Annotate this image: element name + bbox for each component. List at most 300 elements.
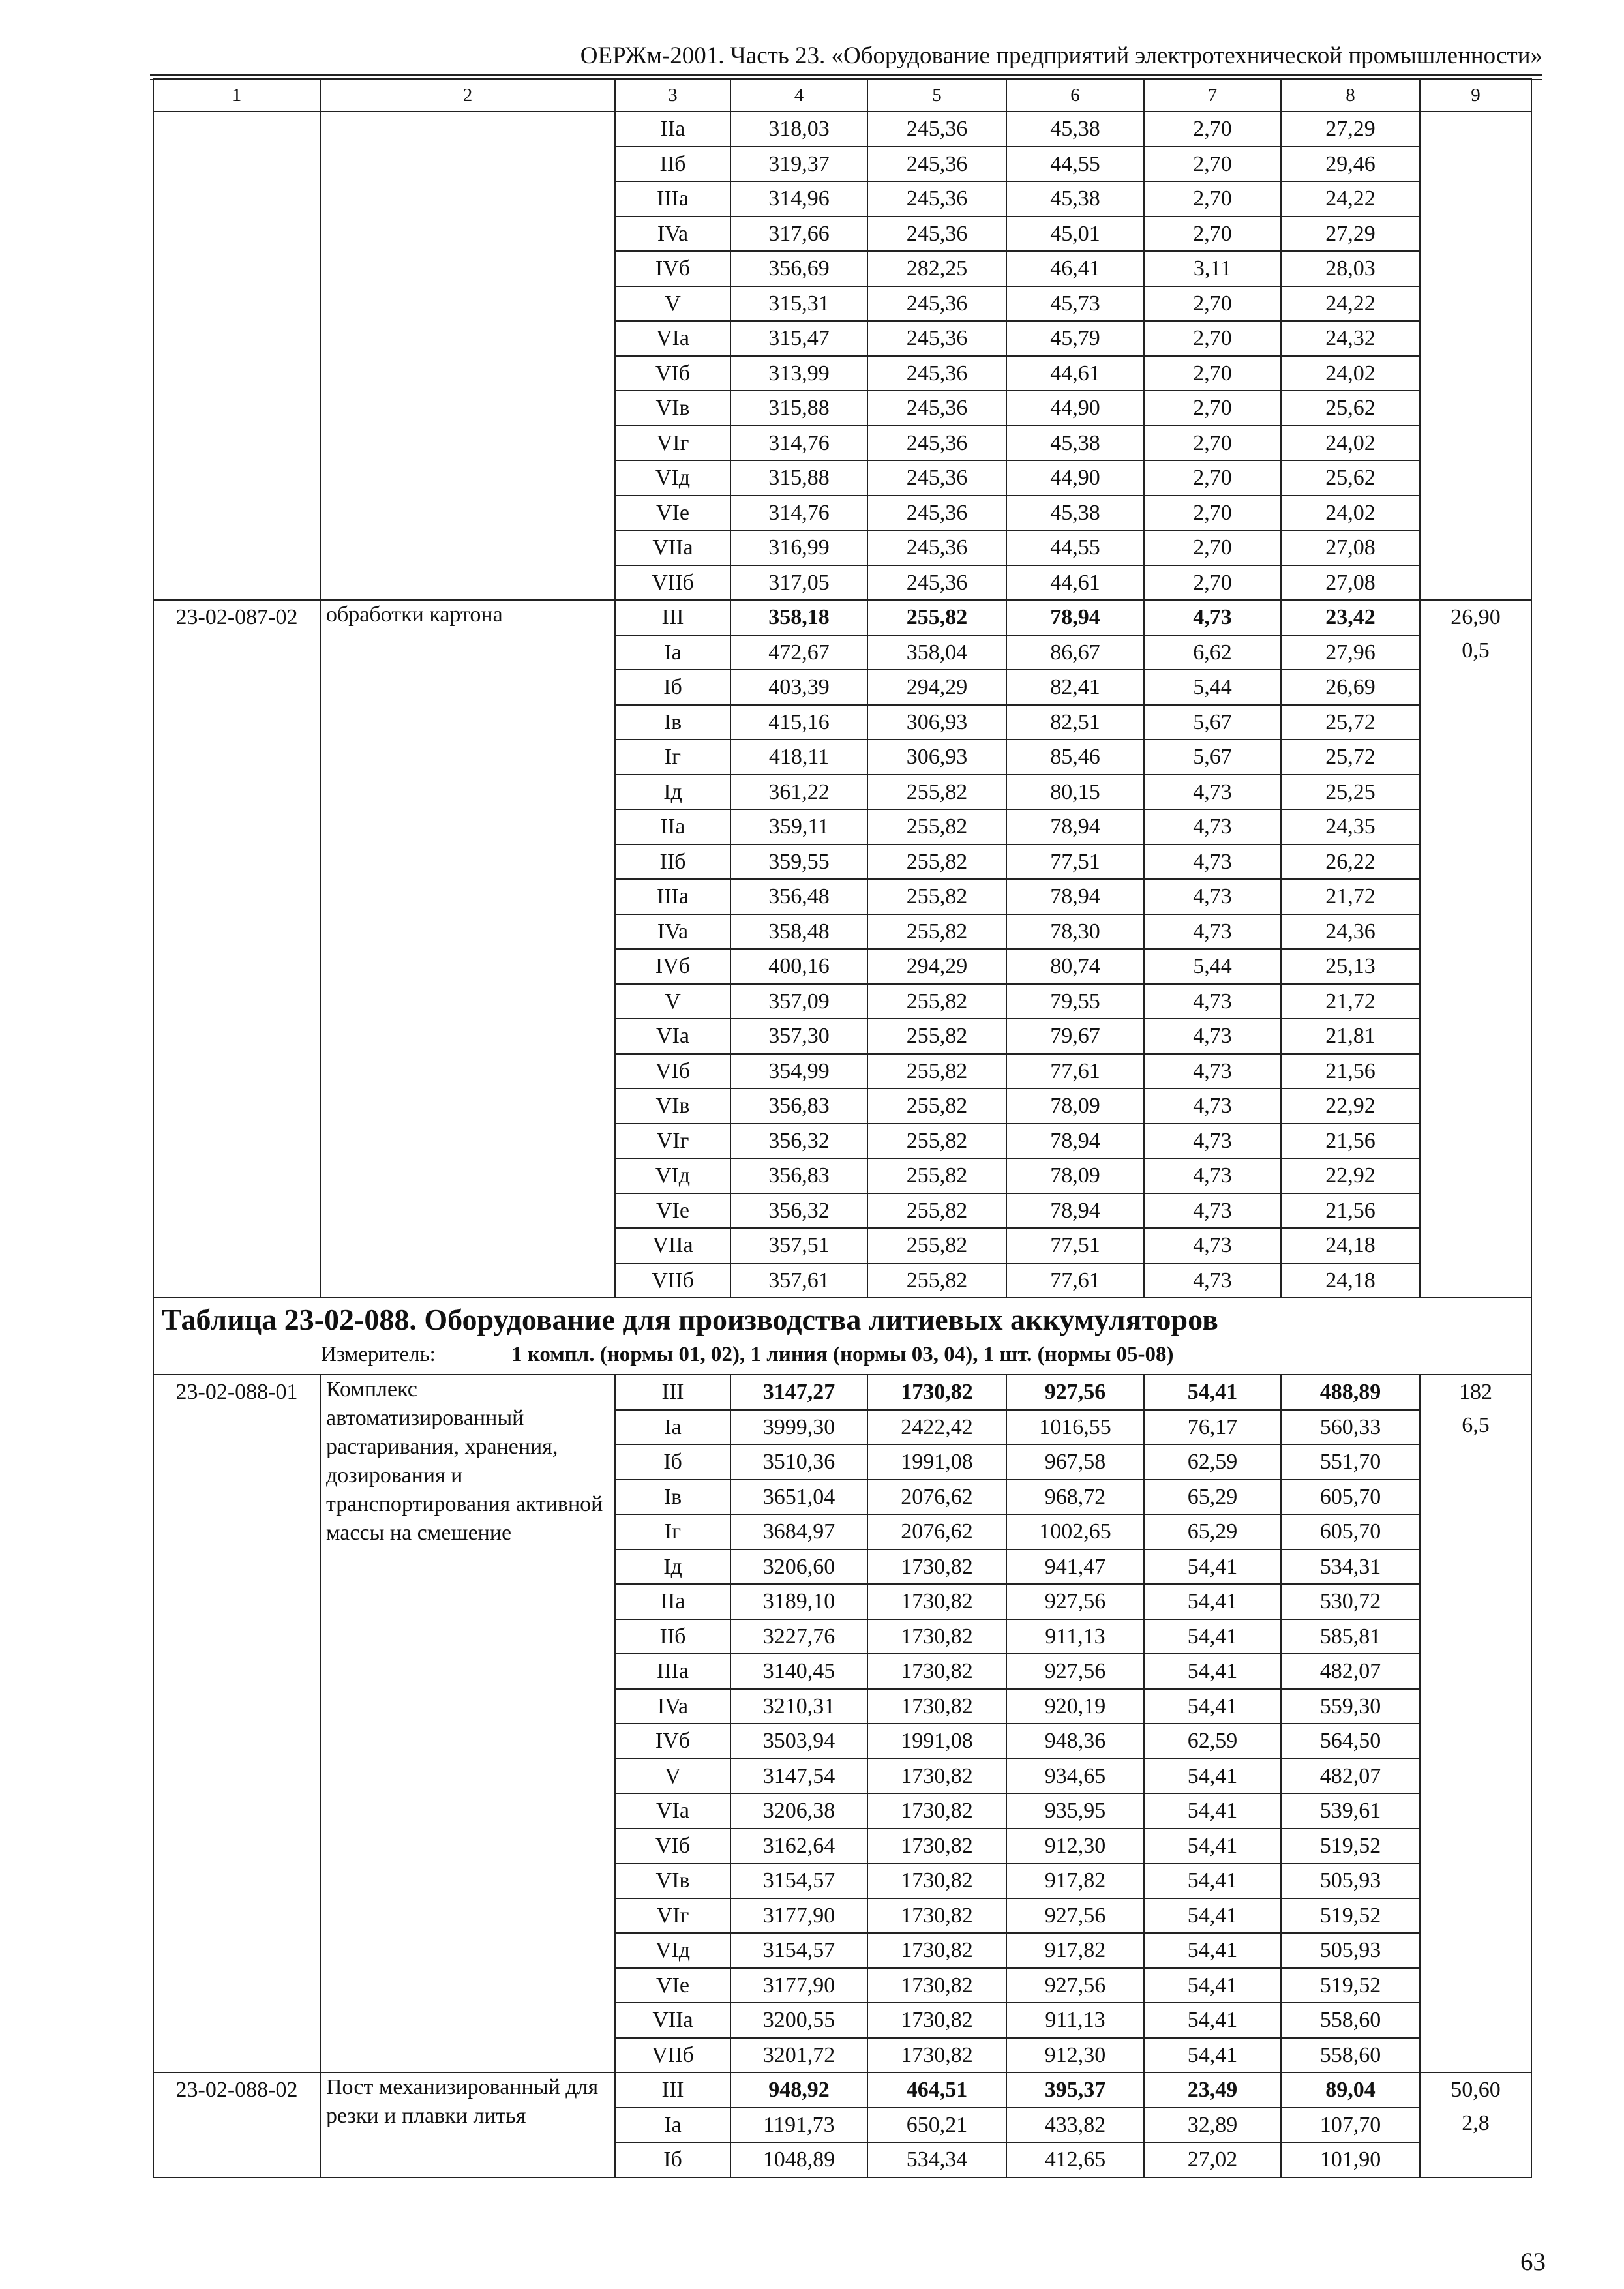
value-cell: 4,73: [1144, 1263, 1281, 1298]
running-header: ОЕРЖм-2001. Часть 23. «Оборудование предприятий электротехнической промышленности»: [580, 42, 1542, 69]
value-cell: 29,46: [1281, 147, 1420, 182]
value-cell: 44,55: [1006, 530, 1144, 565]
value-cell: 62,59: [1144, 1444, 1281, 1480]
value-cell: 5,44: [1144, 670, 1281, 705]
value-cell: 3177,90: [730, 1968, 867, 2003]
value-cell: 245,36: [867, 112, 1006, 147]
value-cell: 1002,65: [1006, 1514, 1144, 1549]
value-cell: 255,82: [867, 845, 1006, 880]
value-cell: 1730,82: [867, 1584, 1006, 1619]
value-cell: 54,41: [1144, 1619, 1281, 1654]
norm-name: [320, 112, 615, 600]
column-number: 5: [867, 79, 1006, 112]
zone-cell: IIIa: [615, 879, 730, 914]
value-cell: 54,41: [1144, 1933, 1281, 1968]
value-cell: 245,36: [867, 356, 1006, 391]
norm-code: 23-02-087-02: [153, 600, 320, 1298]
zone-cell: VIe: [615, 496, 730, 531]
value-cell: 255,82: [867, 1054, 1006, 1089]
zone-cell: Ia: [615, 2108, 730, 2143]
value-cell: 54,41: [1144, 1549, 1281, 1585]
value-cell: 911,13: [1006, 2003, 1144, 2038]
value-cell: 5,67: [1144, 740, 1281, 775]
value-cell: 44,61: [1006, 565, 1144, 601]
zone-cell: VIб: [615, 1829, 730, 1864]
value-cell: 1730,82: [867, 1689, 1006, 1724]
value-cell: 45,38: [1006, 112, 1144, 147]
value-cell: 2,70: [1144, 565, 1281, 601]
value-cell: 403,39: [730, 670, 867, 705]
value-cell: 558,60: [1281, 2003, 1420, 2038]
value-cell: 77,61: [1006, 1054, 1144, 1089]
value-cell: 24,02: [1281, 356, 1420, 391]
norm-code: 23-02-088-01: [153, 1375, 320, 2072]
value-cell: 245,36: [867, 496, 1006, 531]
value-cell: 3147,27: [730, 1375, 867, 1410]
value-cell: 519,52: [1281, 1968, 1420, 2003]
value-cell: 1730,82: [867, 2003, 1006, 2038]
value-cell: 3503,94: [730, 1724, 867, 1759]
value-cell: 44,90: [1006, 460, 1144, 496]
zone-cell: V: [615, 984, 730, 1019]
column-number: 1: [153, 79, 320, 112]
zone-cell: VIIa: [615, 2003, 730, 2038]
zone-cell: Iб: [615, 1444, 730, 1480]
col9-cell: [1420, 112, 1531, 600]
value-cell: 2,70: [1144, 112, 1281, 147]
value-cell: 76,17: [1144, 1410, 1281, 1445]
value-cell: 54,41: [1144, 1759, 1281, 1794]
column-number: 4: [730, 79, 867, 112]
value-cell: 245,36: [867, 217, 1006, 252]
value-cell: 82,51: [1006, 705, 1144, 740]
col9-value: 2,8: [1462, 2111, 1490, 2135]
value-cell: 23,42: [1281, 600, 1420, 635]
value-cell: 245,36: [867, 460, 1006, 496]
value-cell: 316,99: [730, 530, 867, 565]
measure-line: [162, 1340, 1531, 1369]
zone-cell: IIб: [615, 845, 730, 880]
value-cell: 1191,73: [730, 2108, 867, 2143]
value-cell: 78,94: [1006, 809, 1144, 845]
value-cell: 22,92: [1281, 1158, 1420, 1193]
column-number: 8: [1281, 79, 1420, 112]
value-cell: 359,55: [730, 845, 867, 880]
value-cell: 2422,42: [867, 1410, 1006, 1445]
measure-value: 1 компл. (нормы 01, 02), 1 линия (нормы 03, 04), 1 шт. (нормы 05-08): [511, 1343, 1174, 1366]
value-cell: 1730,82: [867, 1375, 1006, 1410]
value-cell: 356,83: [730, 1088, 867, 1124]
value-cell: 1730,82: [867, 1654, 1006, 1689]
value-cell: 24,32: [1281, 321, 1420, 356]
zone-cell: VIIб: [615, 565, 730, 601]
value-cell: 32,89: [1144, 2108, 1281, 2143]
zone-cell: VIIa: [615, 1228, 730, 1263]
value-cell: 361,22: [730, 775, 867, 810]
value-cell: 3210,31: [730, 1689, 867, 1724]
zone-cell: IVa: [615, 914, 730, 950]
value-cell: 927,56: [1006, 1654, 1144, 1689]
col9-value: 0,5: [1462, 638, 1490, 663]
zone-cell: Iб: [615, 670, 730, 705]
value-cell: 3227,76: [730, 1619, 867, 1654]
value-cell: 27,96: [1281, 635, 1420, 670]
value-cell: 1730,82: [867, 1898, 1006, 1934]
value-cell: 294,29: [867, 670, 1006, 705]
value-cell: 2,70: [1144, 460, 1281, 496]
value-cell: 415,16: [730, 705, 867, 740]
value-cell: 79,55: [1006, 984, 1144, 1019]
value-cell: 3140,45: [730, 1654, 867, 1689]
value-cell: 560,33: [1281, 1410, 1420, 1445]
value-cell: 2,70: [1144, 356, 1281, 391]
value-cell: 27,29: [1281, 217, 1420, 252]
value-cell: 927,56: [1006, 1584, 1144, 1619]
value-cell: 54,41: [1144, 1584, 1281, 1619]
value-cell: 77,51: [1006, 1228, 1144, 1263]
value-cell: 3154,57: [730, 1933, 867, 1968]
value-cell: 314,76: [730, 426, 867, 461]
column-number: 2: [320, 79, 615, 112]
value-cell: 255,82: [867, 1158, 1006, 1193]
value-cell: 82,41: [1006, 670, 1144, 705]
value-cell: 2,70: [1144, 530, 1281, 565]
value-cell: 3510,36: [730, 1444, 867, 1480]
value-cell: 912,30: [1006, 1829, 1144, 1864]
zone-cell: VIe: [615, 1968, 730, 2003]
zone-cell: Iд: [615, 1549, 730, 1585]
value-cell: 245,36: [867, 181, 1006, 217]
value-cell: 2,70: [1144, 286, 1281, 322]
value-cell: 315,47: [730, 321, 867, 356]
value-cell: 21,56: [1281, 1054, 1420, 1089]
value-cell: 5,44: [1144, 949, 1281, 984]
value-cell: 21,72: [1281, 879, 1420, 914]
table-row: [153, 2072, 1531, 2108]
value-cell: 3651,04: [730, 1480, 867, 1515]
zone-cell: IVб: [615, 949, 730, 984]
value-cell: 482,07: [1281, 1759, 1420, 1794]
value-cell: 255,82: [867, 809, 1006, 845]
value-cell: 24,22: [1281, 181, 1420, 217]
value-cell: 354,99: [730, 1054, 867, 1089]
value-cell: 530,72: [1281, 1584, 1420, 1619]
value-cell: 245,36: [867, 286, 1006, 322]
col9-value: 182: [1459, 1380, 1492, 1404]
value-cell: 245,36: [867, 321, 1006, 356]
value-cell: 78,94: [1006, 879, 1144, 914]
value-cell: 45,38: [1006, 181, 1144, 217]
value-cell: 22,92: [1281, 1088, 1420, 1124]
value-cell: 4,73: [1144, 809, 1281, 845]
value-cell: 2,70: [1144, 426, 1281, 461]
value-cell: 54,41: [1144, 1654, 1281, 1689]
column-number: 9: [1420, 79, 1531, 112]
value-cell: 255,82: [867, 1124, 1006, 1159]
value-cell: 44,55: [1006, 147, 1144, 182]
value-cell: 968,72: [1006, 1480, 1144, 1515]
header-rule: [150, 74, 1542, 76]
value-cell: 605,70: [1281, 1514, 1420, 1549]
value-cell: 927,56: [1006, 1968, 1144, 2003]
value-cell: 315,88: [730, 460, 867, 496]
value-cell: 3200,55: [730, 2003, 867, 2038]
value-cell: 25,62: [1281, 391, 1420, 426]
value-cell: 24,18: [1281, 1263, 1420, 1298]
value-cell: 21,56: [1281, 1124, 1420, 1159]
value-cell: 45,01: [1006, 217, 1144, 252]
value-cell: 927,56: [1006, 1898, 1144, 1934]
value-cell: 25,72: [1281, 740, 1420, 775]
value-cell: 3201,72: [730, 2038, 867, 2073]
column-number-row: [153, 79, 1531, 112]
value-cell: 62,59: [1144, 1724, 1281, 1759]
value-cell: 306,93: [867, 740, 1006, 775]
value-cell: 21,56: [1281, 1193, 1420, 1229]
value-cell: 3206,38: [730, 1793, 867, 1829]
value-cell: 44,61: [1006, 356, 1144, 391]
zone-cell: VIб: [615, 356, 730, 391]
zone-cell: IIIa: [615, 181, 730, 217]
value-cell: 54,41: [1144, 2003, 1281, 2038]
value-cell: 6,62: [1144, 635, 1281, 670]
value-cell: 1730,82: [867, 1619, 1006, 1654]
value-cell: 245,36: [867, 426, 1006, 461]
value-cell: 1991,08: [867, 1444, 1006, 1480]
column-number: 3: [615, 79, 730, 112]
zone-cell: IIб: [615, 147, 730, 182]
value-cell: 4,73: [1144, 914, 1281, 950]
table-row: [153, 112, 1531, 147]
value-cell: 3684,97: [730, 1514, 867, 1549]
value-cell: 2,70: [1144, 181, 1281, 217]
value-cell: 54,41: [1144, 1689, 1281, 1724]
value-cell: 2076,62: [867, 1514, 1006, 1549]
value-cell: 1730,82: [867, 1829, 1006, 1864]
value-cell: 1991,08: [867, 1724, 1006, 1759]
zone-cell: IVa: [615, 1689, 730, 1724]
value-cell: 24,18: [1281, 1228, 1420, 1263]
value-cell: 54,41: [1144, 1863, 1281, 1898]
value-cell: 357,61: [730, 1263, 867, 1298]
value-cell: 319,37: [730, 147, 867, 182]
value-cell: 358,04: [867, 635, 1006, 670]
zone-cell: Iд: [615, 775, 730, 810]
value-cell: 418,11: [730, 740, 867, 775]
value-cell: 23,49: [1144, 2072, 1281, 2108]
value-cell: 912,30: [1006, 2038, 1144, 2073]
value-cell: 255,82: [867, 1263, 1006, 1298]
value-cell: 948,36: [1006, 1724, 1144, 1759]
value-cell: 21,72: [1281, 984, 1420, 1019]
value-cell: 54,41: [1144, 1375, 1281, 1410]
zone-cell: IIa: [615, 809, 730, 845]
zone-cell: Ia: [615, 1410, 730, 1445]
value-cell: 585,81: [1281, 1619, 1420, 1654]
value-cell: 4,73: [1144, 845, 1281, 880]
value-cell: 488,89: [1281, 1375, 1420, 1410]
value-cell: 255,82: [867, 1228, 1006, 1263]
value-cell: 65,29: [1144, 1514, 1281, 1549]
zone-cell: Iг: [615, 740, 730, 775]
value-cell: 464,51: [867, 2072, 1006, 2108]
zone-cell: III: [615, 600, 730, 635]
value-cell: 54,41: [1144, 1898, 1281, 1934]
value-cell: 3999,30: [730, 1410, 867, 1445]
value-cell: 27,08: [1281, 530, 1420, 565]
norm-name: Пост механизированный для резки и плавки литья: [320, 2072, 615, 2177]
value-cell: 2,70: [1144, 391, 1281, 426]
value-cell: 77,61: [1006, 1263, 1144, 1298]
zone-cell: VIa: [615, 321, 730, 356]
value-cell: 78,09: [1006, 1158, 1144, 1193]
value-cell: 78,30: [1006, 914, 1144, 950]
zone-cell: V: [615, 286, 730, 322]
value-cell: 80,15: [1006, 775, 1144, 810]
value-cell: 356,48: [730, 879, 867, 914]
value-cell: 917,82: [1006, 1863, 1144, 1898]
value-cell: 5,67: [1144, 705, 1281, 740]
value-cell: 3,11: [1144, 251, 1281, 286]
value-cell: 3177,90: [730, 1898, 867, 1934]
value-cell: 1016,55: [1006, 1410, 1144, 1445]
value-cell: 358,18: [730, 600, 867, 635]
value-cell: 1730,82: [867, 1968, 1006, 2003]
value-cell: 4,73: [1144, 879, 1281, 914]
value-cell: 245,36: [867, 530, 1006, 565]
value-cell: 45,79: [1006, 321, 1144, 356]
value-cell: 4,73: [1144, 1124, 1281, 1159]
value-cell: 282,25: [867, 251, 1006, 286]
value-cell: 3189,10: [730, 1584, 867, 1619]
value-cell: 255,82: [867, 775, 1006, 810]
zone-cell: VIг: [615, 1124, 730, 1159]
value-cell: 967,58: [1006, 1444, 1144, 1480]
value-cell: 356,32: [730, 1124, 867, 1159]
value-cell: 433,82: [1006, 2108, 1144, 2143]
value-cell: 400,16: [730, 949, 867, 984]
value-cell: 920,19: [1006, 1689, 1144, 1724]
value-cell: 412,65: [1006, 2142, 1144, 2177]
zone-cell: Iб: [615, 2142, 730, 2177]
value-cell: 1730,82: [867, 1933, 1006, 1968]
table-title: Таблица 23-02-088. Оборудование для производства литиевых аккумуляторов: [162, 1303, 1218, 1336]
norm-code: [153, 112, 320, 600]
value-cell: 505,93: [1281, 1863, 1420, 1898]
value-cell: 25,25: [1281, 775, 1420, 810]
zone-cell: VIд: [615, 1158, 730, 1193]
value-cell: 54,41: [1144, 2038, 1281, 2073]
value-cell: 317,66: [730, 217, 867, 252]
value-cell: 357,30: [730, 1019, 867, 1054]
value-cell: 255,82: [867, 1193, 1006, 1229]
zone-cell: IVa: [615, 217, 730, 252]
value-cell: 356,83: [730, 1158, 867, 1193]
value-cell: 315,88: [730, 391, 867, 426]
zone-cell: VIг: [615, 1898, 730, 1934]
value-cell: 4,73: [1144, 775, 1281, 810]
value-cell: 357,51: [730, 1228, 867, 1263]
value-cell: 24,02: [1281, 426, 1420, 461]
value-cell: 482,07: [1281, 1654, 1420, 1689]
col9-value: 26,90: [1451, 605, 1501, 629]
value-cell: 79,67: [1006, 1019, 1144, 1054]
value-cell: 357,09: [730, 984, 867, 1019]
value-cell: 21,81: [1281, 1019, 1420, 1054]
value-cell: 314,96: [730, 181, 867, 217]
value-cell: 245,36: [867, 147, 1006, 182]
value-cell: 245,36: [867, 565, 1006, 601]
zone-cell: VIa: [615, 1019, 730, 1054]
value-cell: 2076,62: [867, 1480, 1006, 1515]
table-body: [153, 79, 1531, 2177]
norms-table: [153, 78, 1532, 2178]
value-cell: 45,73: [1006, 286, 1144, 322]
value-cell: 26,69: [1281, 670, 1420, 705]
value-cell: 44,90: [1006, 391, 1144, 426]
value-cell: 24,02: [1281, 496, 1420, 531]
value-cell: 1730,82: [867, 2038, 1006, 2073]
value-cell: 245,36: [867, 391, 1006, 426]
col9-value: 50,60: [1451, 2078, 1501, 2102]
value-cell: 539,61: [1281, 1793, 1420, 1829]
zone-cell: IIa: [615, 112, 730, 147]
column-number: 6: [1006, 79, 1144, 112]
value-cell: 519,52: [1281, 1898, 1420, 1934]
value-cell: 26,22: [1281, 845, 1420, 880]
value-cell: 318,03: [730, 112, 867, 147]
value-cell: 558,60: [1281, 2038, 1420, 2073]
table-title-row: [153, 1298, 1531, 1375]
value-cell: 78,94: [1006, 1124, 1144, 1159]
value-cell: 559,30: [1281, 1689, 1420, 1724]
zone-cell: IVб: [615, 1724, 730, 1759]
value-cell: 948,92: [730, 2072, 867, 2108]
value-cell: 359,11: [730, 809, 867, 845]
value-cell: 356,32: [730, 1193, 867, 1229]
value-cell: 505,93: [1281, 1933, 1420, 1968]
measure-label: Измеритель:: [321, 1343, 436, 1366]
zone-cell: VIa: [615, 1793, 730, 1829]
value-cell: 4,73: [1144, 1054, 1281, 1089]
value-cell: 107,70: [1281, 2108, 1420, 2143]
value-cell: 605,70: [1281, 1480, 1420, 1515]
value-cell: 2,70: [1144, 496, 1281, 531]
value-cell: 306,93: [867, 705, 1006, 740]
page-number: 63: [1520, 2248, 1546, 2276]
value-cell: 27,29: [1281, 112, 1420, 147]
value-cell: 255,82: [867, 600, 1006, 635]
value-cell: 1730,82: [867, 1863, 1006, 1898]
value-cell: 54,41: [1144, 1829, 1281, 1864]
zone-cell: VIд: [615, 1933, 730, 1968]
value-cell: 80,74: [1006, 949, 1144, 984]
col9-cell: [1420, 2072, 1531, 2177]
zone-cell: IIIa: [615, 1654, 730, 1689]
zone-cell: VIв: [615, 391, 730, 426]
value-cell: 4,73: [1144, 600, 1281, 635]
value-cell: 255,82: [867, 879, 1006, 914]
zone-cell: VIв: [615, 1863, 730, 1898]
value-cell: 1730,82: [867, 1549, 1006, 1585]
value-cell: 564,50: [1281, 1724, 1420, 1759]
col9-value: 6,5: [1462, 1413, 1490, 1437]
value-cell: 25,13: [1281, 949, 1420, 984]
value-cell: 294,29: [867, 949, 1006, 984]
value-cell: 650,21: [867, 2108, 1006, 2143]
value-cell: 534,31: [1281, 1549, 1420, 1585]
value-cell: 315,31: [730, 286, 867, 322]
